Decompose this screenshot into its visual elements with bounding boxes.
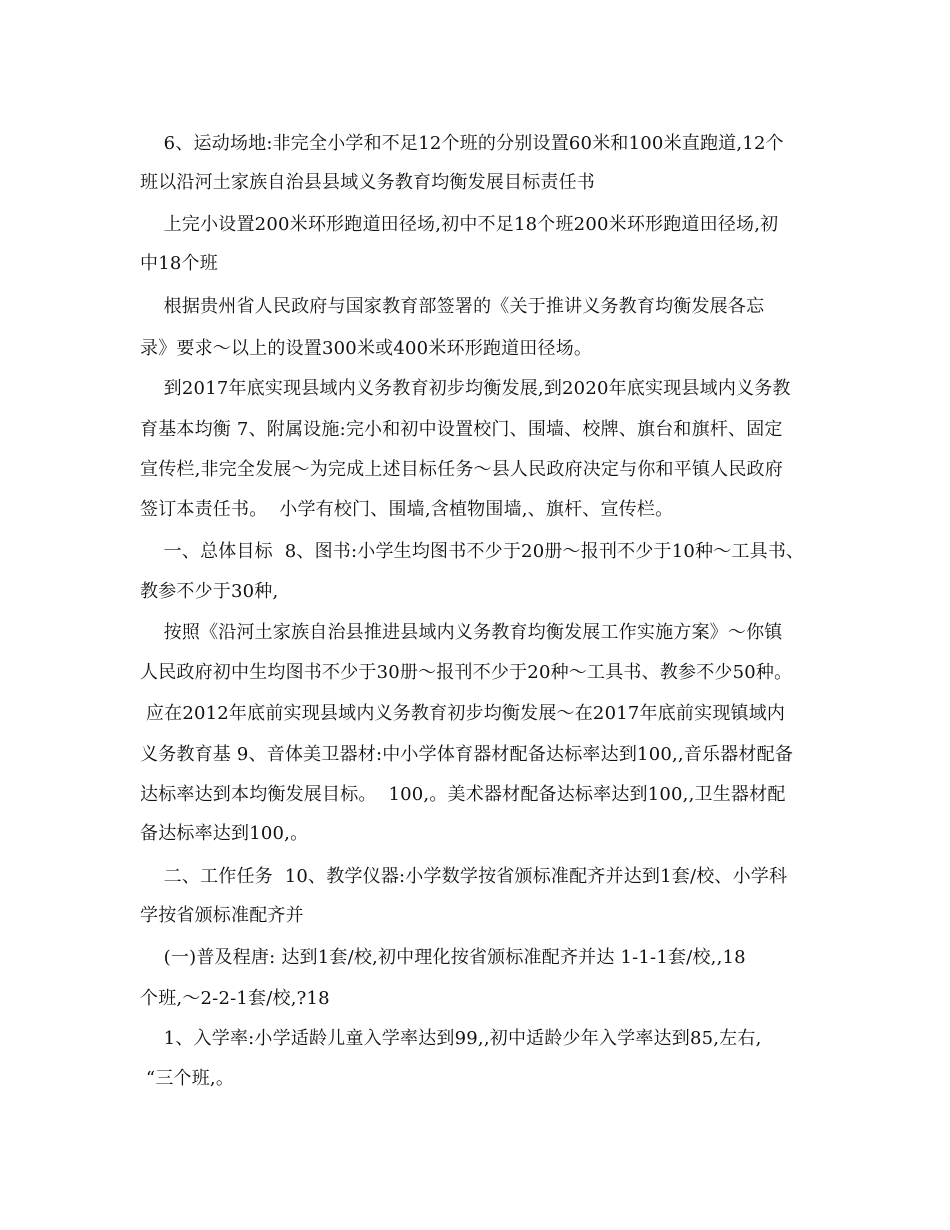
- text-line: 达标率达到本均衡发展目标。 100,。美术器材配备达标率达到100,,卫生器材配: [140, 784, 786, 805]
- text-line: 按照《沿河土家族自治县推进县域内义务教育均衡发展工作实施方案》～你镇: [140, 622, 783, 643]
- text-line: 个班,～2-2-1套/校,?18: [140, 988, 330, 1009]
- text-line: 中18个班: [140, 253, 218, 274]
- text-line: 上完小设置200米环形跑道田径场,初中不足18个班200米环形跑道田径场,初: [140, 214, 779, 235]
- text-line: 一、总体目标 8、图书:小学生均图书不少于20册～报刊不少于10种～工具书、: [140, 541, 805, 562]
- text-line: 备达标率达到100,。: [140, 823, 309, 844]
- text-line: 到2017年底实现县域内义务教育初步均衡发展,到2020年底实现县域内义务教: [140, 378, 791, 399]
- text-line: 应在2012年底前实现县域内义务教育初步均衡发展～在2017年底前实现镇域内: [140, 703, 786, 724]
- text-line: 1、入学率:小学适龄儿童入学率达到99,,初中适龄少年入学率达到85,左右,: [140, 1028, 762, 1049]
- text-line: 6、运动场地:非完全小学和不足12个班的分别设置60米和100米直跑道,12个: [140, 133, 784, 154]
- text-line: 育基本均衡 7、附属设施:完小和初中设置校门、围墙、校牌、旗台和旗杆、固定: [140, 419, 783, 440]
- text-line: 义务教育基 9、音体美卫器材:中小学体育器材配备达标率达到100,,音乐器材配备: [140, 744, 794, 765]
- text-line: 宣传栏,非完全发展～为完成上述目标任务～县人民政府决定与你和平镇人民政府: [140, 459, 783, 480]
- text-line: 签订本责任书。 小学有校门、围墙,含植物围墙,、旗杆、宣传栏。: [140, 499, 674, 520]
- text-line: 录》要求～以上的设置300米或400米环形跑道田径场。: [140, 338, 593, 359]
- text-line: “三个班,。: [140, 1068, 235, 1089]
- text-line: 学按省颁标准配齐并: [140, 905, 304, 926]
- text-line: 根据贵州省人民政府与国家教育部签署的《关于推讲义务教育均衡发展各忘: [140, 296, 765, 317]
- text-line: 教参不少于30种,: [140, 581, 279, 602]
- text-line: (一)普及程唐: 达到1套/校,初中理化按省颁标准配齐并达 1-1-1套/校,,18: [140, 947, 746, 968]
- text-line: 班以沿河土家族自治县县域义务教育均衡发展目标责任书: [140, 172, 595, 193]
- text-line: 人民政府初中生均图书不少于30册～报刊不少于20种～工具书、教参不少50种。: [140, 662, 793, 683]
- text-line: 二、工作任务 10、教学仪器:小学数学按省颁标准配齐并达到1套/校、小学科: [140, 866, 788, 887]
